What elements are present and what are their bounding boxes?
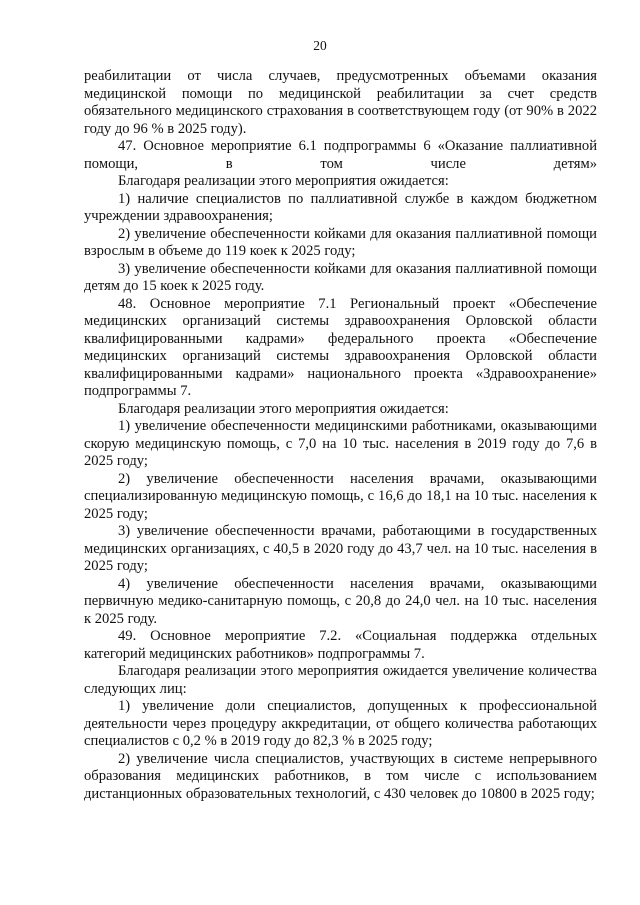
paragraph: 3) увеличение обеспеченности врачами, работающими в государственных медицинских организациях, с 40,5 в 2020 году до 43,7 чел. на 10 тыс. населения в 2025 году;	[84, 523, 597, 574]
page-number: 20	[313, 38, 327, 53]
paragraph: 2) увеличение обеспеченности койками для оказания паллиативной помощи взрослым в объеме до 119 коек к 2025 году;	[84, 225, 597, 259]
paragraph: 2) увеличение числа специалистов, участвующих в системе непрерывного образования медицинских работников, в том числе с использованием дистанционных образовательных технологий, с 430 человек до 10800 в 2025 году;	[84, 750, 597, 802]
paragraph: 1) наличие специалистов по паллиативной службе в каждом бюджетном учреждении здравоохранения;	[84, 190, 597, 224]
paragraph: Благодаря реализации этого мероприятия ожидается:	[118, 400, 449, 417]
paragraph: реабилитации от числа случаев, предусмотренных объемами оказания медицинской помощи по медицинской реабилитации за счет средств обязательного медицинского страхования в соответствующем году (от 90% в 2022 году до 96 % в 2025 году).	[84, 68, 597, 137]
paragraph: 3) увеличение обеспеченности койками для оказания паллиативной помощи детям до 15 коек к 2025 году.	[84, 260, 597, 294]
paragraph: 2) увеличение обеспеченности населения врачами, оказывающими специализированную медицинскую помощь, с 16,6 до 18,1 на 10 тыс. населения к 2025 году;	[84, 470, 597, 522]
paragraph: 4) увеличение обеспеченности населения врачами, оказывающими первичную медико-санитарную помощь, с 20,8 до 24,0 чел. на 10 тыс. населения к 2025 году.	[84, 575, 597, 627]
document-body	[84, 68, 597, 803]
paragraph: 1) увеличение доли специалистов, допущенных к профессиональной деятельности через процедуру аккредитации, от общего количества работающих специалистов с 0,2 % в 2019 году до 82,3 % в 2025 году;	[84, 698, 597, 749]
paragraph: Благодаря реализации этого мероприятия ожидается увеличение количества следующих лиц:	[84, 663, 597, 697]
paragraph: 49. Основное мероприятие 7.2. «Социальная поддержка отдельных категорий медицинских работников» подпрограммы 7.	[84, 628, 597, 662]
paragraph: Благодаря реализации этого мероприятия ожидается:	[118, 173, 449, 189]
paragraph: 47. Основное мероприятие 6.1 подпрограммы 6 «Оказание паллиативной помощи, в том числе детям»	[84, 138, 597, 172]
paragraph: 48. Основное мероприятие 7.1 Региональный проект «Обеспечение медицинских организаций системы здравоохранения Орловской области квалифицированными кадрами» федерального проекта «Обеспечение медицинских организаций системы здравоохранения Орловской области квалифицированными кадрами» национального проекта «Здравоохранение» подпрограммы 7.	[84, 295, 597, 399]
paragraph: 1) увеличение обеспеченности медицинскими работниками, оказывающими скорую медицинскую помощь, с 7,0 на 10 тыс. населения в 2019 году до 7,6 в 2025 году;	[84, 418, 597, 469]
